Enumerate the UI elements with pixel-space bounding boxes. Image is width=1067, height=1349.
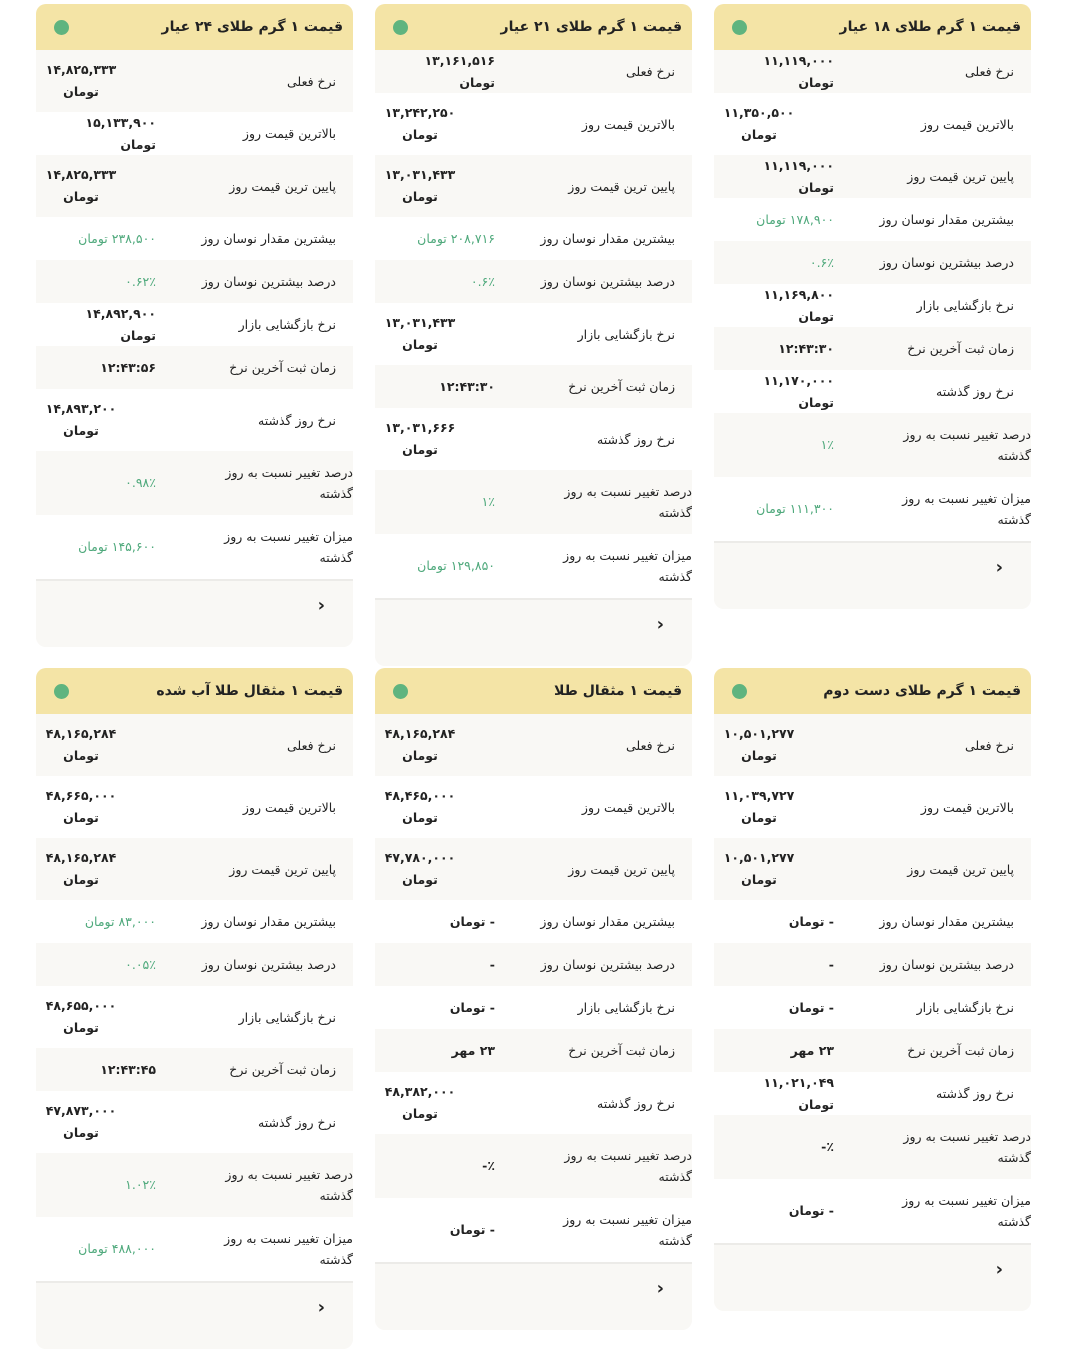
row-value: ٪- <box>482 1158 495 1173</box>
row-label: میزان تغییر نسبت به روز گذشته <box>224 529 353 565</box>
row-label: بیشترین مقدار نوسان روز <box>879 914 1014 929</box>
row-value: ۲۳ مهر <box>451 1042 495 1058</box>
price-row <box>375 470 692 534</box>
row-value: - تومان <box>788 999 834 1015</box>
card-title: قیمت ۱ مثقال طلا <box>554 683 682 699</box>
card-header <box>36 668 353 714</box>
row-value: ۴۷,۸۷۳,۰۰۰ تومان <box>45 1103 117 1140</box>
price-row <box>714 714 1031 776</box>
row-value: - تومان <box>449 999 495 1015</box>
card-header <box>714 668 1031 714</box>
card-title: قیمت ۱ گرم طلای ۲۱ عیار <box>500 19 682 35</box>
row-label: میزان تغییر نسبت به روز گذشته <box>902 1193 1031 1229</box>
status-dot-icon <box>393 20 408 35</box>
row-label: نرخ فعلی <box>626 64 675 79</box>
price-row <box>714 1115 1031 1179</box>
row-value: ۴۸,۴۶۵,۰۰۰ تومان <box>384 788 456 825</box>
price-row <box>36 389 353 451</box>
card-footer <box>714 1243 1031 1311</box>
row-label: درصد تغییر نسبت به روز گذشته <box>564 1148 692 1184</box>
row-label: درصد بیشترین نوسان روز <box>879 957 1014 972</box>
price-row <box>36 838 353 900</box>
row-label: پایین ترین قیمت روز <box>568 178 675 194</box>
card-header <box>714 4 1031 50</box>
row-value: ۲۳ مهر <box>790 1042 834 1058</box>
row-value: ۱۱۱,۳۰۰ تومان <box>756 501 834 516</box>
price-row <box>375 217 692 260</box>
card-footer <box>714 541 1031 609</box>
price-row <box>36 900 353 943</box>
status-dot-icon <box>732 684 747 699</box>
row-value: ۰.۶۲٪ <box>125 273 156 289</box>
row-value: ۱۴,۸۹۲,۹۰۰ تومان <box>85 305 156 343</box>
row-value: ۱۱,۰۲۱,۰۴۹ تومان <box>763 1074 834 1112</box>
chevron-left-icon[interactable]: ‹ <box>317 595 325 616</box>
row-label: درصد بیشترین نوسان روز <box>540 274 675 289</box>
card-title: قیمت ۱ مثقال طلا آب شده <box>156 683 343 699</box>
row-label: نرخ فعلی <box>626 737 675 753</box>
price-row <box>375 1029 692 1072</box>
price-card <box>714 4 1031 609</box>
price-row <box>714 776 1031 838</box>
row-label: نرخ بازگشایی بازار <box>238 1009 336 1025</box>
row-label: نرخ فعلی <box>287 737 336 753</box>
row-label: بالاترین قیمت روز <box>920 799 1014 815</box>
row-value: ۱.۰۲٪ <box>125 1177 156 1192</box>
price-row <box>36 451 353 515</box>
row-value: - تومان <box>788 913 834 929</box>
row-value: ۱۲:۴۳:۵۶ <box>100 359 156 375</box>
row-label: میزان تغییر نسبت به روز گذشته <box>224 1231 353 1267</box>
row-value: ۱۴۵,۶۰۰ تومان <box>78 539 156 554</box>
row-value: - <box>489 956 495 972</box>
row-label: پایین ترین قیمت روز <box>568 861 675 877</box>
price-row <box>375 900 692 943</box>
row-label: درصد تغییر نسبت به روز گذشته <box>564 484 692 520</box>
price-row <box>36 50 353 112</box>
card-rows <box>36 50 353 579</box>
chevron-left-icon[interactable]: ‹ <box>656 614 664 635</box>
row-label: بیشترین مقدار نوسان روز <box>201 231 336 246</box>
row-label: زمان ثبت آخرین نرخ <box>907 341 1014 356</box>
price-row <box>36 714 353 776</box>
row-value: ۱۱,۰۳۹,۷۲۷ تومان <box>723 788 795 825</box>
row-label: نرخ بازگشایی بازار <box>577 326 675 342</box>
row-label: پایین ترین قیمت روز <box>907 861 1014 877</box>
price-row <box>375 714 692 776</box>
row-label: بیشترین مقدار نوسان روز <box>879 212 1014 227</box>
row-value: ۰.۰۵٪ <box>125 956 156 972</box>
row-value: ۴۸,۶۵۵,۰۰۰ تومان <box>45 998 117 1035</box>
price-row <box>714 155 1031 198</box>
row-label: میزان تغییر نسبت به روز گذشته <box>902 491 1031 527</box>
price-row <box>375 50 692 93</box>
card-header <box>375 668 692 714</box>
card-rows <box>36 714 353 1281</box>
row-label: زمان ثبت آخرین نرخ <box>229 360 336 375</box>
price-row <box>375 534 692 598</box>
status-dot-icon <box>54 684 69 699</box>
row-value: ۱۱,۱۶۹,۸۰۰ تومان <box>763 286 834 324</box>
row-value: - تومان <box>449 913 495 929</box>
row-label: نرخ روز گذشته <box>936 1086 1014 1101</box>
row-label: نرخ فعلی <box>965 737 1014 753</box>
row-label: نرخ فعلی <box>287 73 336 89</box>
card-footer <box>375 598 692 666</box>
row-label: بالاترین قیمت روز <box>242 126 336 141</box>
row-label: درصد بیشترین نوسان روز <box>879 255 1014 270</box>
price-row <box>714 900 1031 943</box>
row-value: ۰.۶٪ <box>470 273 495 289</box>
row-label: بالاترین قیمت روز <box>581 116 675 132</box>
price-row <box>714 1072 1031 1115</box>
card-header <box>375 4 692 50</box>
card-title: قیمت ۱ گرم طلای دست دوم <box>823 683 1021 699</box>
row-value: ۱۳,۰۳۱,۴۳۳ تومان <box>384 167 456 204</box>
row-value: ۴۷,۷۸۰,۰۰۰ تومان <box>384 850 456 887</box>
price-row <box>375 260 692 303</box>
price-row <box>375 155 692 217</box>
row-value: ۱٪ <box>481 494 495 509</box>
price-row <box>375 1198 692 1262</box>
price-row <box>36 112 353 155</box>
row-value: ۰.۹۸٪ <box>125 475 156 490</box>
row-label: بیشترین مقدار نوسان روز <box>540 231 675 246</box>
chevron-left-icon[interactable]: ‹ <box>656 1278 664 1299</box>
price-card <box>36 668 353 1349</box>
row-value: - تومان <box>788 1203 834 1218</box>
row-label: درصد تغییر نسبت به روز گذشته <box>225 465 353 501</box>
row-value: ۱۳,۲۴۲,۲۵۰ تومان <box>384 105 456 142</box>
card-rows <box>714 50 1031 541</box>
row-value: ۴۸,۶۶۵,۰۰۰ تومان <box>45 788 117 825</box>
status-dot-icon <box>732 20 747 35</box>
row-label: پایین ترین قیمت روز <box>229 861 336 877</box>
row-label: درصد بیشترین نوسان روز <box>201 274 336 289</box>
row-label: زمان ثبت آخرین نرخ <box>568 379 675 394</box>
row-value: - <box>828 956 834 972</box>
row-label: پایین ترین قیمت روز <box>907 169 1014 184</box>
price-row <box>375 365 692 408</box>
price-row <box>375 838 692 900</box>
price-row <box>36 303 353 346</box>
price-row <box>714 1179 1031 1243</box>
status-dot-icon <box>393 684 408 699</box>
row-label: بیشترین مقدار نوسان روز <box>540 914 675 929</box>
row-value: ۸۳,۰۰۰ تومان <box>84 913 156 929</box>
row-label: بیشترین مقدار نوسان روز <box>201 914 336 929</box>
row-value: ٪- <box>821 1139 834 1154</box>
row-label: نرخ بازگشایی بازار <box>916 1000 1014 1015</box>
price-row <box>375 776 692 838</box>
price-row <box>714 943 1031 986</box>
card-title: قیمت ۱ گرم طلای ۲۴ عیار <box>161 19 343 35</box>
row-label: نرخ بازگشایی بازار <box>916 298 1014 313</box>
price-row <box>36 986 353 1048</box>
price-row <box>36 943 353 986</box>
row-value: ۱۵,۱۳۳,۹۰۰ تومان <box>85 114 156 152</box>
price-row <box>714 1029 1031 1072</box>
price-row <box>714 477 1031 541</box>
row-label: درصد بیشترین نوسان روز <box>540 957 675 972</box>
row-label: زمان ثبت آخرین نرخ <box>568 1043 675 1058</box>
price-row <box>375 408 692 470</box>
row-label: درصد بیشترین نوسان روز <box>201 957 336 972</box>
row-value: ۱۴,۸۲۵,۳۳۳ تومان <box>45 167 117 204</box>
row-value: ۴۸,۱۶۵,۲۸۴ تومان <box>384 726 456 763</box>
row-label: نرخ روز گذشته <box>936 384 1014 399</box>
row-value: ۱۲:۴۳:۳۰ <box>778 340 834 356</box>
price-row <box>714 327 1031 370</box>
price-row <box>714 986 1031 1029</box>
price-row <box>714 284 1031 327</box>
card-title: قیمت ۱ گرم طلای ۱۸ عیار <box>839 19 1021 35</box>
row-value: ۱۳,۰۳۱,۶۶۶ تومان <box>384 420 456 457</box>
price-row <box>36 1153 353 1217</box>
price-row <box>714 241 1031 284</box>
card-header <box>36 4 353 50</box>
row-value: ۱۱,۳۵۰,۵۰۰ تومان <box>723 105 795 142</box>
row-value: ۱۲:۴۳:۳۰ <box>439 378 495 394</box>
row-label: نرخ بازگشایی بازار <box>238 317 336 332</box>
price-row <box>36 155 353 217</box>
price-row <box>36 776 353 838</box>
price-row <box>36 515 353 579</box>
row-value: - تومان <box>449 1222 495 1237</box>
row-value: ۴۸,۱۶۵,۲۸۴ تومان <box>45 726 117 763</box>
row-value: ۱٪ <box>820 437 834 452</box>
row-label: پایین ترین قیمت روز <box>229 178 336 194</box>
row-value: ۱۱,۱۱۹,۰۰۰ تومان <box>763 52 834 90</box>
card-rows <box>714 714 1031 1243</box>
row-value: ۱۱,۱۷۰,۰۰۰ تومان <box>763 372 834 410</box>
row-value: ۱۷۸,۹۰۰ تومان <box>756 211 834 227</box>
row-label: میزان تغییر نسبت به روز گذشته <box>563 548 692 584</box>
price-card <box>375 668 692 1330</box>
row-value: ۴۸,۳۸۲,۰۰۰ تومان <box>384 1084 456 1121</box>
price-row <box>714 93 1031 155</box>
row-value: ۰.۶٪ <box>809 254 834 270</box>
price-row <box>375 93 692 155</box>
price-row <box>375 986 692 1029</box>
price-row <box>375 1072 692 1134</box>
row-label: نرخ فعلی <box>965 64 1014 79</box>
price-row <box>36 1217 353 1281</box>
price-row <box>36 217 353 260</box>
card-footer <box>36 579 353 647</box>
row-label: زمان ثبت آخرین نرخ <box>229 1062 336 1077</box>
card-rows <box>375 50 692 598</box>
row-label: نرخ بازگشایی بازار <box>577 1000 675 1015</box>
row-value: ۱۰,۵۰۱,۲۷۷ تومان <box>723 726 795 763</box>
row-label: نرخ روز گذشته <box>258 1114 336 1130</box>
row-label: بالاترین قیمت روز <box>920 116 1014 132</box>
price-row <box>375 1134 692 1198</box>
price-row <box>36 1048 353 1091</box>
row-label: نرخ روز گذشته <box>258 412 336 428</box>
price-card <box>714 668 1031 1311</box>
chevron-left-icon[interactable]: ‹ <box>317 1297 325 1318</box>
row-value: ۱۰,۵۰۱,۲۷۷ تومان <box>723 850 795 887</box>
price-card <box>36 4 353 647</box>
row-label: بالاترین قیمت روز <box>581 799 675 815</box>
row-value: ۱۲:۴۳:۴۵ <box>100 1061 156 1077</box>
price-row <box>375 943 692 986</box>
row-label: درصد تغییر نسبت به روز گذشته <box>903 427 1031 463</box>
row-value: ۱۴,۸۲۵,۳۳۳ تومان <box>45 62 117 99</box>
price-row <box>36 346 353 389</box>
card-footer <box>36 1281 353 1349</box>
price-row <box>375 303 692 365</box>
row-value: ۱۴,۸۹۳,۲۰۰ تومان <box>45 401 117 438</box>
chevron-left-icon[interactable]: ‹ <box>995 557 1003 578</box>
row-label: میزان تغییر نسبت به روز گذشته <box>563 1212 692 1248</box>
price-row <box>36 1091 353 1153</box>
row-label: نرخ روز گذشته <box>597 431 675 447</box>
row-value: ۱۳,۱۶۱,۵۱۶ تومان <box>424 52 495 90</box>
row-label: درصد تغییر نسبت به روز گذشته <box>225 1167 353 1203</box>
card-footer <box>375 1262 692 1330</box>
row-value: ۱۲۹,۸۵۰ تومان <box>417 558 495 573</box>
row-value: ۲۰۸,۷۱۶ تومان <box>417 230 495 246</box>
row-value: ۲۳۸,۵۰۰ تومان <box>78 230 156 246</box>
price-card <box>375 4 692 666</box>
status-dot-icon <box>54 20 69 35</box>
chevron-left-icon[interactable]: ‹ <box>995 1259 1003 1280</box>
row-value: ۴۸,۱۶۵,۲۸۴ تومان <box>45 850 117 887</box>
row-label: بالاترین قیمت روز <box>242 799 336 815</box>
row-value: ۴۸۸,۰۰۰ تومان <box>78 1241 156 1256</box>
row-value: ۱۳,۰۳۱,۴۳۳ تومان <box>384 315 456 352</box>
price-row <box>714 838 1031 900</box>
row-label: نرخ روز گذشته <box>597 1095 675 1111</box>
price-row <box>714 198 1031 241</box>
price-row <box>714 50 1031 93</box>
row-label: درصد تغییر نسبت به روز گذشته <box>903 1129 1031 1165</box>
price-row <box>36 260 353 303</box>
price-row <box>714 413 1031 477</box>
card-rows <box>375 714 692 1262</box>
row-value: ۱۱,۱۱۹,۰۰۰ تومان <box>763 157 834 195</box>
row-label: زمان ثبت آخرین نرخ <box>907 1043 1014 1058</box>
price-row <box>714 370 1031 413</box>
